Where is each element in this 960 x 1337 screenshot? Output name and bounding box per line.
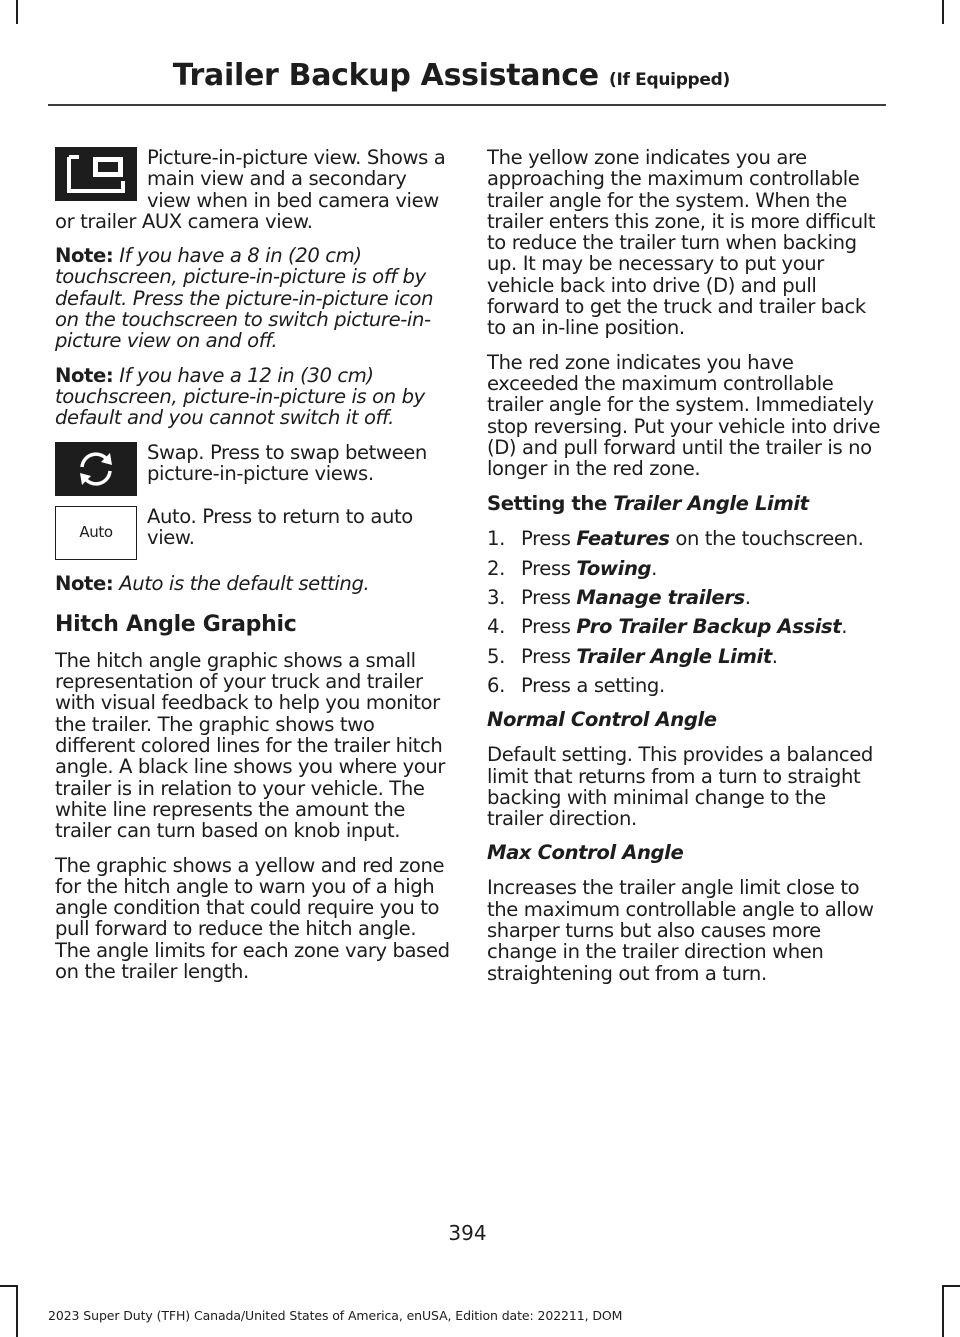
crop-mark-bottom-left-h: [0, 1285, 16, 1287]
note-8in: [55, 245, 450, 351]
list-item: [487, 587, 882, 608]
list-item: [487, 646, 882, 667]
note-8in-text: If you have a 8 in (20 cm) touchscreen, picture-in-picture is off by default. Press the picture-in-picture icon on the touchscreen to switch picture-in-picture view on and off.: [55, 244, 434, 353]
auto-block: [55, 506, 450, 560]
step-pre: Press: [521, 556, 571, 580]
list-item: [487, 616, 882, 637]
note-label: Note:: [55, 244, 114, 268]
header-divider: [48, 104, 886, 106]
crop-mark-top-left: [16, 0, 18, 24]
hitch-paragraph-2: The graphic shows a yellow and red zone for the hitch angle to warn you of a high angle condition that could require you to pull forward to reduce the hitch angle. The angle limits for each zone vary based on the trailer length.: [55, 853, 450, 984]
max-control-heading: [487, 842, 882, 864]
step-post: .: [744, 586, 751, 610]
note-label: Note:: [55, 363, 114, 387]
swap-block: [55, 442, 450, 496]
step-pre: Press: [521, 644, 571, 668]
auto-description: Auto. Press to return to auto view.: [147, 504, 413, 549]
step-post: on the touchscreen.: [669, 527, 864, 551]
note-auto: [55, 573, 450, 594]
step-number: 2.: [487, 556, 505, 580]
note-12in: [55, 365, 450, 429]
setting-heading: [487, 493, 882, 515]
setting-heading-plain: Setting the: [487, 492, 607, 516]
list-item: [487, 675, 882, 696]
step-pre: Press: [521, 586, 571, 610]
step-number: 6.: [487, 673, 505, 697]
step-number: 4.: [487, 615, 505, 639]
page-title-text: Trailer Backup Assistance: [172, 58, 599, 93]
page-number: 394: [448, 1221, 487, 1245]
list-item: [487, 558, 882, 579]
note-12in-text: If you have a 12 in (30 cm) touchscreen, picture-in-picture is on by default and you cannot switch it off.: [55, 363, 425, 430]
step-number: 3.: [487, 586, 505, 610]
section-heading-hitch-angle: Hitch Angle Graphic: [55, 611, 297, 637]
pip-description: Picture-in-picture view. Shows a main view and a secondary view when in bed camera view or trailer AUX camera view.: [55, 147, 446, 233]
step-number: 5.: [487, 644, 505, 668]
pip-block: [55, 147, 450, 232]
step-post: .: [771, 644, 778, 668]
hitch-paragraph-1: The hitch angle graphic shows a small representation of your truck and trailer with visual feedback to help you monitor the trailer. The graphic shows two different colored lines for the trailer hitch angle. A black line shows you where your trailer is in relation to your vehicle. The white line represents the amount the trailer can turn based on knob input.: [55, 648, 446, 843]
picture-in-picture-icon: [55, 147, 137, 201]
swap-description: Swap. Press to swap between picture-in-picture views.: [147, 440, 427, 485]
step-post: .: [841, 615, 848, 639]
crop-mark-bottom-right: [942, 1285, 944, 1337]
note-auto-text: Auto is the default setting.: [119, 571, 370, 595]
auto-icon: Auto: [55, 506, 137, 560]
step-pre: Press a setting.: [521, 673, 665, 697]
crop-mark-bottom-right-h: [944, 1285, 960, 1287]
normal-control-heading-text: Normal Control Angle: [487, 708, 717, 732]
right-column: [487, 147, 882, 997]
step-command: Trailer Angle Limit: [576, 644, 772, 668]
yellow-zone-paragraph: The yellow zone indicates you are approaching the maximum controllable trailer angle for the system. When the trailer enters this zone, it is more difficult to reduce the trailer turn when backing up. It may be necessary to put your vehicle back into drive (D) and pull forward to get the truck and trailer back to an in-line position.: [487, 146, 876, 340]
note-label: Note:: [55, 571, 114, 595]
normal-control-heading: [487, 709, 882, 731]
red-zone-paragraph: The red zone indicates you have exceeded the maximum controllable trailer angle for the system. Immediately stop reversing. Put your vehicle into drive (D) and pull forward until the trailer is no longer in the red zone.: [487, 350, 881, 481]
page-title: [173, 58, 730, 93]
step-command: Manage trailers: [576, 586, 745, 610]
crop-mark-bottom-left: [16, 1285, 18, 1337]
step-post: .: [651, 556, 657, 580]
step-command: Towing: [576, 556, 652, 580]
list-item: [487, 528, 882, 549]
swap-icon: [55, 442, 137, 496]
normal-control-text: Default setting. This provides a balanced limit that returns from a turn to straight backing with minimal change to the trailer direction.: [487, 743, 873, 831]
step-number: 1.: [487, 527, 505, 551]
page-title-suffix: (If Equipped): [608, 70, 730, 90]
max-control-text: Increases the trailer angle limit close to the maximum controllable angle to allow sharper turns but also causes more change in the trailer direction when straightening out from a turn.: [487, 876, 874, 985]
max-control-heading-text: Max Control Angle: [487, 841, 684, 865]
crop-mark-top-right: [942, 0, 944, 24]
step-pre: Press: [521, 527, 571, 551]
step-command: Features: [576, 527, 670, 551]
step-command: Pro Trailer Backup Assist: [576, 615, 842, 639]
steps-list: [487, 528, 882, 696]
setting-heading-italic: Trailer Angle Limit: [613, 492, 809, 516]
left-column: [55, 147, 450, 995]
footer-edition: 2023 Super Duty (TFH) Canada/United States of America, enUSA, Edition date: 202211, DOM: [48, 1308, 623, 1323]
step-pre: Press: [521, 615, 571, 639]
